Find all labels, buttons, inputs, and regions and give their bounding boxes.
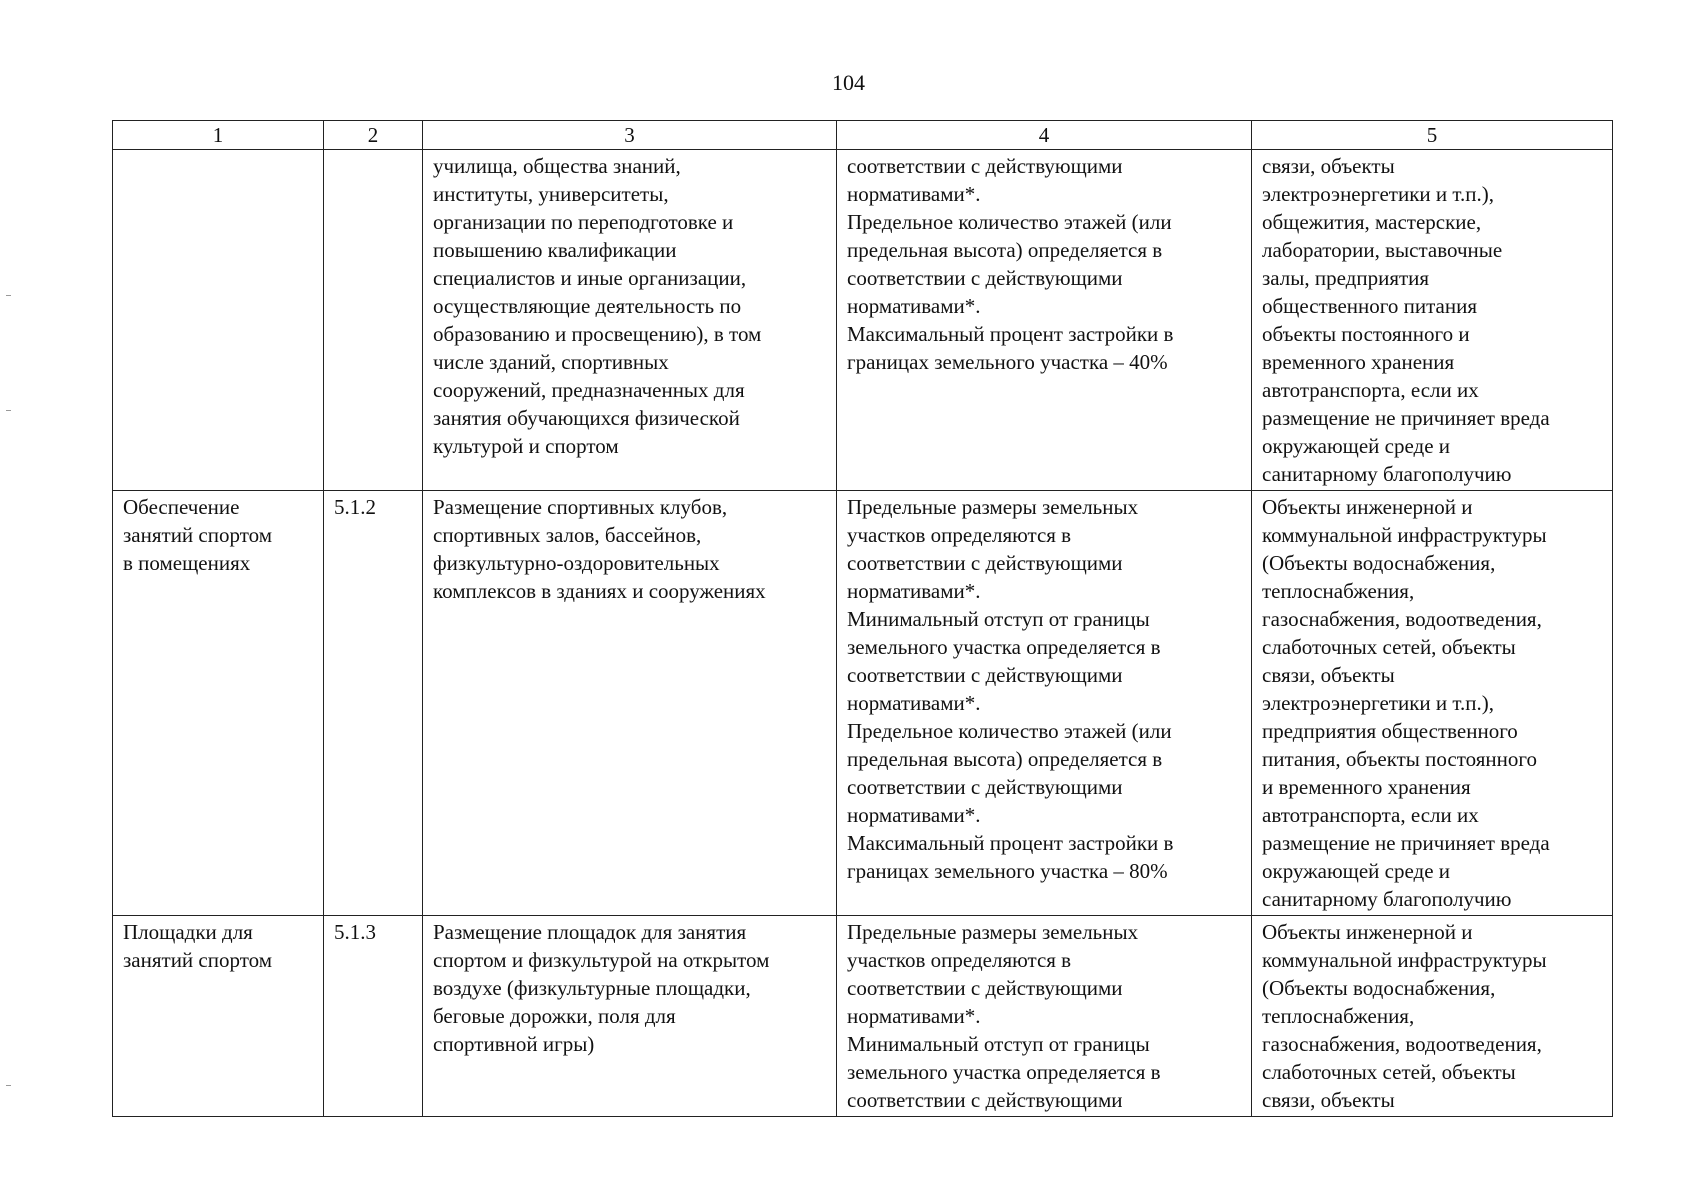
cell-text-line: соответствии с действующими (847, 266, 1123, 290)
table-cell-col-2 (324, 491, 423, 916)
table-cell-col-1 (113, 150, 324, 491)
cell-text-line: Обеспечение (123, 495, 240, 519)
table-row (113, 150, 1613, 491)
cell-text: 5.1.2 (334, 495, 376, 519)
cell-text-line: институты, университеты, (433, 182, 669, 206)
cell-text-line: слаботочных сетей, объекты (1262, 1060, 1516, 1084)
cell-text-line: Минимальный отступ от границы (847, 1032, 1150, 1056)
header-row (113, 121, 1613, 150)
cell-text-line: комплексов в зданиях и сооружениях (433, 579, 766, 603)
cell-text-line: Объекты инженерной и (1262, 920, 1473, 944)
cell-text-line: окружающей среде и (1262, 859, 1451, 883)
cell-text-line: осуществляющие деятельность по (433, 294, 742, 318)
cell-text-line: нормативами*. (847, 691, 981, 715)
cell-text-line: числе зданий, спортивных (433, 350, 669, 374)
scan-mark (6, 410, 11, 411)
cell-text-line: занятия обучающихся физической (433, 406, 740, 430)
regulation-table (112, 120, 1613, 1117)
cell-text-line: сооружений, предназначенных для (433, 378, 745, 402)
cell-text-line: санитарному благополучию (1262, 462, 1512, 486)
cell-text-line: предельная высота) определяется в (847, 747, 1163, 771)
table-cell-col-3 (423, 916, 837, 1117)
cell-text-line: Максимальный процент застройки в (847, 322, 1174, 346)
cell-text-line: коммунальной инфраструктуры (1262, 948, 1547, 972)
cell-text-line: (Объекты водоснабжения, (1262, 551, 1496, 575)
cell-text-line: спортивной игры) (433, 1032, 595, 1056)
cell-text-line: и временного хранения (1262, 775, 1471, 799)
cell-text-line: спортом и физкультурой на открытом (433, 948, 770, 972)
header-col-4: 4 (837, 121, 1252, 150)
cell-text-line: соответствии с действующими (847, 663, 1123, 687)
table-cell-col-1 (113, 491, 324, 916)
cell-text-line: образованию и просвещению), в том (433, 322, 762, 346)
cell-text-line: теплоснабжения, (1262, 1004, 1415, 1028)
cell-text-line: физкультурно-оздоровительных (433, 551, 720, 575)
cell-text-line: Предельные размеры земельных (847, 920, 1139, 944)
cell-text-line: земельного участка определяется в (847, 635, 1161, 659)
cell-text-line: специалистов и иные организации, (433, 266, 747, 290)
cell-text-line: газоснабжения, водоотведения, (1262, 607, 1542, 631)
cell-text-line: занятий спортом (123, 948, 272, 972)
cell-text-line: общественного питания (1262, 294, 1477, 318)
cell-text-line: границах земельного участка – 40% (847, 350, 1168, 374)
cell-text-line: Предельное количество этажей (или (847, 210, 1172, 234)
table-cell-col-1 (113, 916, 324, 1117)
cell-text-line: нормативами*. (847, 182, 981, 206)
cell-text-line: Размещение площадок для занятия (433, 920, 747, 944)
table-cell-col-4 (837, 916, 1252, 1117)
table-cell-col-2 (324, 150, 423, 491)
table-cell-col-3 (423, 150, 837, 491)
cell-text-line: слаботочных сетей, объекты (1262, 635, 1516, 659)
header-col-5: 5 (1252, 121, 1613, 150)
cell-text-line: теплоснабжения, (1262, 579, 1415, 603)
cell-text-line: занятий спортом (123, 523, 272, 547)
cell-text-line: нормативами*. (847, 294, 981, 318)
cell-text-line: электроэнергетики и т.п.), (1262, 691, 1494, 715)
cell-text-line: Предельное количество этажей (или (847, 719, 1172, 743)
cell-text-line: Площадки для (123, 920, 253, 944)
cell-text-line: культурой и спортом (433, 434, 619, 458)
cell-text-line: автотранспорта, если их (1262, 378, 1479, 402)
cell-text-line: газоснабжения, водоотведения, (1262, 1032, 1542, 1056)
cell-text-line: связи, объекты (1262, 663, 1395, 687)
cell-text-line: нормативами*. (847, 1004, 981, 1028)
cell-text-line: общежития, мастерские, (1262, 210, 1482, 234)
cell-text-line: участков определяются в (847, 948, 1072, 972)
table-cell-col-5 (1252, 150, 1613, 491)
scan-mark (6, 1085, 11, 1086)
header-col-3: 3 (423, 121, 837, 150)
cell-text-line: участков определяются в (847, 523, 1072, 547)
cell-text-line: объекты постоянного и (1262, 322, 1470, 346)
cell-text-line: повышению квалификации (433, 238, 677, 262)
cell-text-line: залы, предприятия (1262, 266, 1430, 290)
cell-text-line: соответствии с действующими (847, 775, 1123, 799)
cell-text-line: соответствии с действующими (847, 551, 1123, 575)
cell-text-line: коммунальной инфраструктуры (1262, 523, 1547, 547)
cell-text: 5.1.3 (334, 920, 376, 944)
page-number: 104 (832, 70, 865, 95)
cell-text-line: воздухе (физкультурные площадки, (433, 976, 751, 1000)
table-row (113, 491, 1613, 916)
cell-text-line: санитарному благополучию (1262, 887, 1512, 911)
cell-text-line: Размещение спортивных клубов, (433, 495, 728, 519)
header-col-2: 2 (324, 121, 423, 150)
cell-text-line: предельная высота) определяется в (847, 238, 1163, 262)
cell-text-line: связи, объекты (1262, 154, 1395, 178)
cell-text-line: Минимальный отступ от границы (847, 607, 1150, 631)
cell-text-line: соответствии с действующими (847, 976, 1123, 1000)
cell-text-line: в помещениях (123, 551, 251, 575)
cell-text-line: связи, объекты (1262, 1088, 1395, 1112)
cell-text-line: лаборатории, выставочные (1262, 238, 1503, 262)
header-col-1: 1 (113, 121, 324, 150)
table-cell-col-2 (324, 916, 423, 1117)
table-cell-col-5 (1252, 916, 1613, 1117)
cell-text-line: Максимальный процент застройки в (847, 831, 1174, 855)
cell-text-line: размещение не причиняет вреда (1262, 831, 1550, 855)
cell-text-line: Объекты инженерной и (1262, 495, 1473, 519)
table-cell-col-3 (423, 491, 837, 916)
cell-text-line: временного хранения (1262, 350, 1455, 374)
cell-text-line: Предельные размеры земельных (847, 495, 1139, 519)
cell-text-line: (Объекты водоснабжения, (1262, 976, 1496, 1000)
cell-text-line: окружающей среде и (1262, 434, 1451, 458)
table-cell-col-4 (837, 150, 1252, 491)
cell-text-line: училища, общества знаний, (433, 154, 681, 178)
cell-text-line: нормативами*. (847, 803, 981, 827)
scan-mark (6, 295, 11, 296)
cell-text-line: организации по переподготовке и (433, 210, 734, 234)
cell-text-line: размещение не причиняет вреда (1262, 406, 1550, 430)
cell-text-line: границах земельного участка – 80% (847, 859, 1168, 883)
table-cell-col-5 (1252, 491, 1613, 916)
cell-text-line: беговые дорожки, поля для (433, 1004, 676, 1028)
cell-text-line: питания, объекты постоянного (1262, 747, 1537, 771)
cell-text-line: нормативами*. (847, 579, 981, 603)
cell-text-line: земельного участка определяется в (847, 1060, 1161, 1084)
cell-text-line: соответствии с действующими (847, 1088, 1123, 1112)
cell-text-line: спортивных залов, бассейнов, (433, 523, 702, 547)
cell-text-line: электроэнергетики и т.п.), (1262, 182, 1494, 206)
cell-text-line: предприятия общественного (1262, 719, 1518, 743)
cell-text-line: автотранспорта, если их (1262, 803, 1479, 827)
table-cell-col-4 (837, 491, 1252, 916)
cell-text-line: соответствии с действующими (847, 154, 1123, 178)
table-row (113, 916, 1613, 1117)
